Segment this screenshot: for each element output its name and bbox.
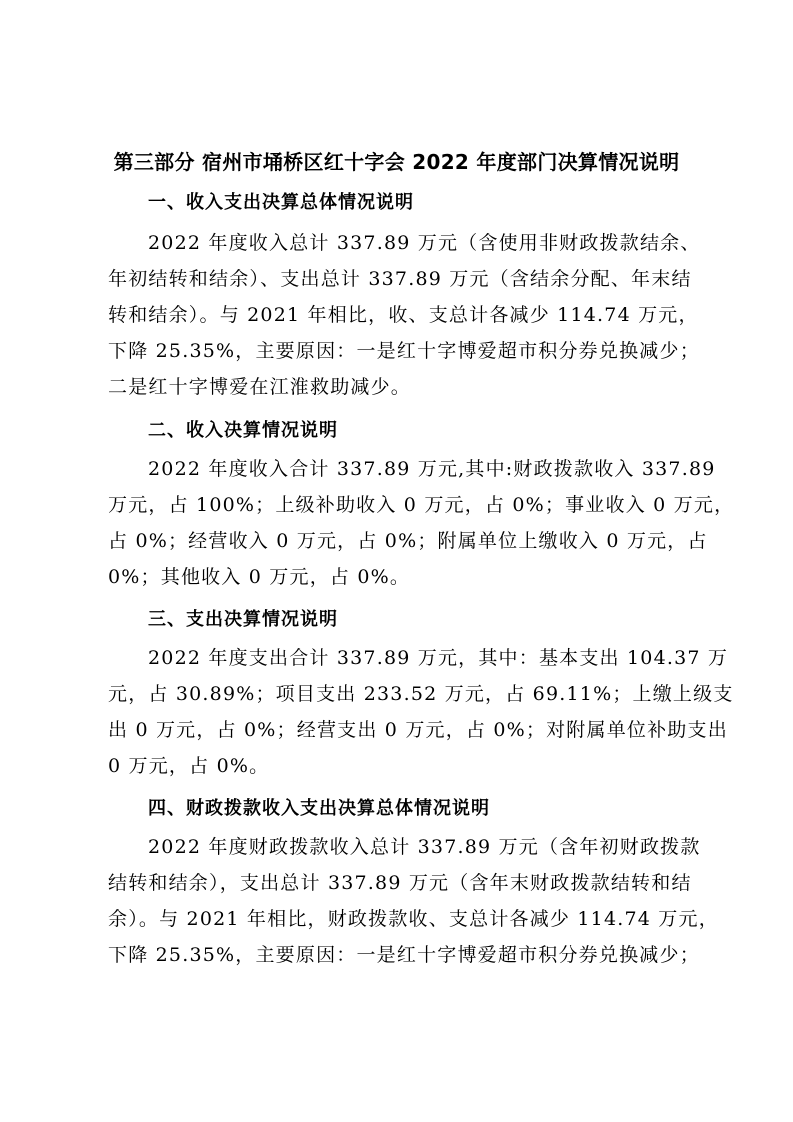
section-heading: 一、收入支出决算总体情况说明 <box>148 192 414 213</box>
section-heading: 三、支出决算情况说明 <box>148 609 338 630</box>
paragraph-line: 2022 年度财政拨款收入总计 337.89 万元（含年初财政拨款 <box>148 836 701 858</box>
paragraph-line: 占 0%；经营收入 0 万元，占 0%；附属单位上缴收入 0 万元，占 <box>108 530 708 552</box>
paragraph-line: 年初结转和结余）、支出总计 337.89 万元（含结余分配、年末结 <box>108 268 692 290</box>
section-heading: 二、收入决算情况说明 <box>148 420 338 441</box>
section-heading: 四、财政拨款收入支出决算总体情况说明 <box>148 798 490 819</box>
paragraph-line: 2022 年度支出合计 337.89 万元，其中：基本支出 104.37 万 <box>148 647 729 669</box>
paragraph-line: 结转和结余），支出总计 337.89 万元（含年末财政拨款结转和结 <box>108 872 692 894</box>
paragraph-line: 0 万元，占 0%。 <box>108 755 270 777</box>
paragraph-line: 余）。与 2021 年相比，财政拨款收、支总计各减少 114.74 万元， <box>108 908 719 930</box>
paragraph-line: 元，占 30.89%；项目支出 233.52 万元，占 69.11%；上缴上级支 <box>108 683 734 705</box>
paragraph-line: 万元，占 100%；上级补助收入 0 万元，占 0%；事业收入 0 万元， <box>108 494 735 516</box>
paragraph-line: 出 0 万元，占 0%；经营支出 0 万元，占 0%；对附属单位补助支出 <box>108 719 728 741</box>
paragraph-line: 2022 年度收入合计 337.89 万元,其中:财政拨款收入 337.89 <box>148 458 716 480</box>
paragraph-line: 2022 年度收入总计 337.89 万元（含使用非财政拨款结余、 <box>148 232 701 254</box>
paragraph-line: 下降 25.35%，主要原因：一是红十字博爱超市积分券兑换减少； <box>108 944 700 966</box>
paragraph-line: 0%；其他收入 0 万元，占 0%。 <box>108 566 411 588</box>
page-title: 第三部分 宿州市埇桥区红十字会 2022 年度部门决算情况说明 <box>113 150 680 174</box>
paragraph-line: 转和结余）。与 2021 年相比，收、支总计各减少 114.74 万元， <box>108 304 699 326</box>
paragraph-line: 下降 25.35%，主要原因：一是红十字博爱超市积分券兑换减少； <box>108 340 700 362</box>
paragraph-line: 二是红十字博爱在江淮救助减少。 <box>108 376 412 398</box>
